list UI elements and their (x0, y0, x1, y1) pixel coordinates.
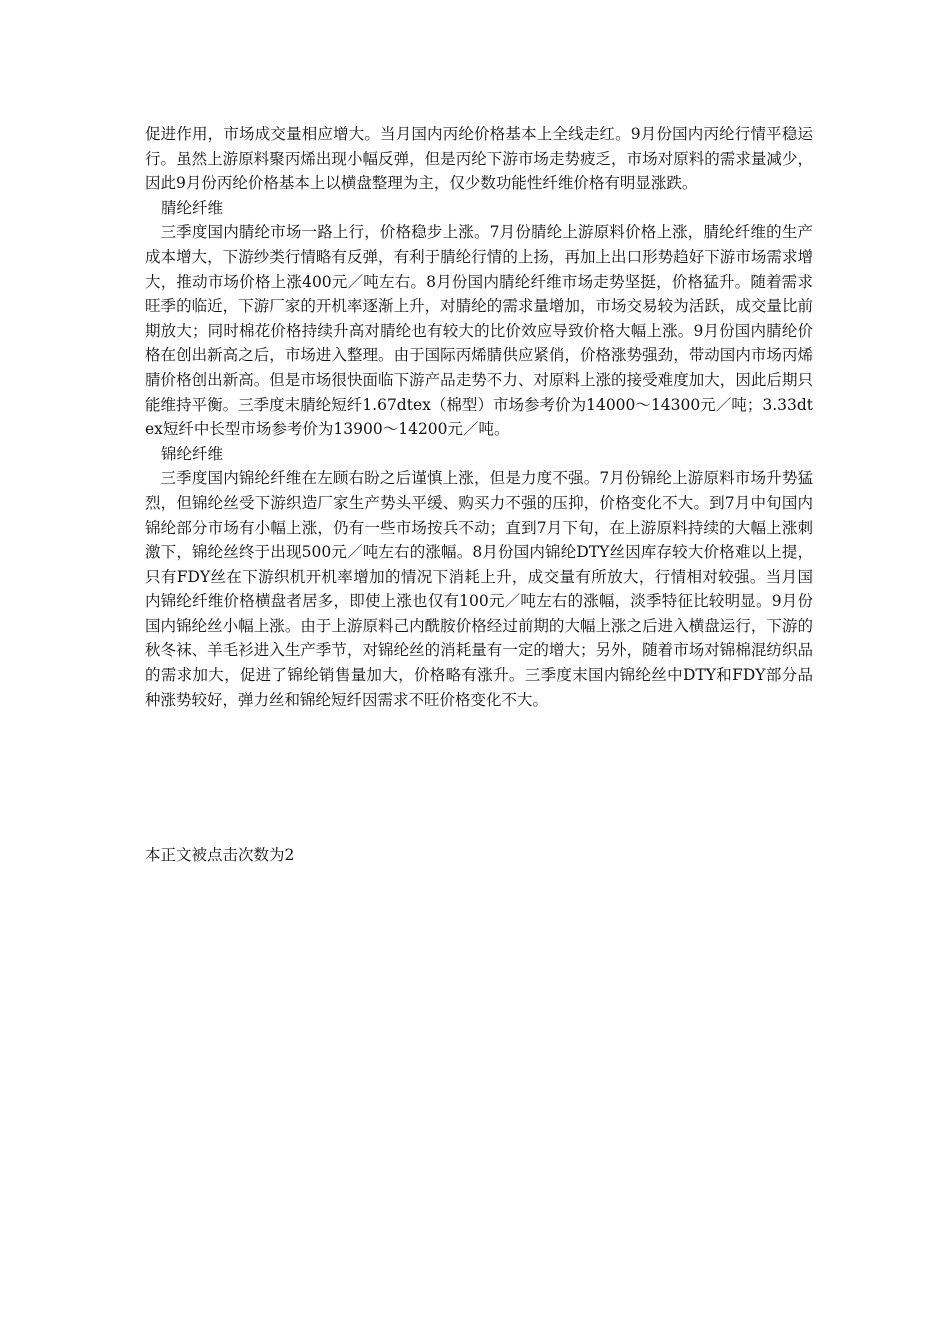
click-count-footer: 本正文被点击次数为2 (145, 846, 295, 864)
section-heading-nylon: 锦纶纤维 (161, 444, 224, 463)
section-body-nylon: 三季度国内锦纶纤维在左顾右盼之后谨慎上涨，但是力度不强。7月份锦纶上游原料市场升势猛烈，但锦纶丝受下游织造厂家生产势头平缓、购买力不强的压抑，价格变化不大。到7月中旬国内锦纶部分市场有小幅上涨，仍有一些市场按兵不动；直到7月下旬，在上游原料持续的大幅上涨刺激下，锦纶丝终于出现500元／吨左右的涨幅。8月份国内锦纶DTY丝因库存较大价格难以上提，只有FDY丝在下游织机开机率增加的情况下消耗上升，成交量有所放大，行情相对较强。当月国内锦纶纤维价格横盘者居多，即使上涨也仅有100元／吨左右的涨幅，淡季特征比较明显。9月份国内锦纶丝小幅上涨。由于上游原料己内酰胺价格经过前期的大幅上涨之后进入横盘运行，下游的秋冬袜、羊毛衫进入生产季节，对锦纶丝的消耗量有一定的增大；另外，随着市场对锦棉混纺织品的需求加大，促进了锦纶销售量加大，价格略有涨升。三季度末国内锦纶丝中DTY和FDY部分品种涨势较好，弹力丝和锦纶短纤因需求不旺价格变化不大。 (145, 469, 813, 709)
document-body (145, 122, 813, 712)
intro-paragraph: 促进作用，市场成交量相应增大。当月国内丙纶价格基本上全线走红。9月份国内丙纶行情平稳运行。虽然上游原料聚丙烯出现小幅反弹，但是丙纶下游市场走势疲乏，市场对原料的需求量减少，因此9月份丙纶价格基本上以横盘整理为主，仅少数功能性纤维价格有明显涨跌。 (145, 125, 813, 193)
section-body-acrylic: 三季度国内腈纶市场一路上行，价格稳步上涨。7月份腈纶上游原料价格上涨，腈纶纤维的生产成本增大，下游纱类行情略有反弹，有利于腈纶行情的上扬，再加上出口形势趋好下游市场需求增大，推动市场价格上涨400元／吨左右。8月份国内腈纶纤维市场走势坚挺，价格猛升。随着需求旺季的临近，下游厂家的开机率逐渐上升，对腈纶的需求量增加，市场交易较为活跃，成交量比前期放大；同时棉花价格持续升高对腈纶也有较大的比价效应导致价格大幅上涨。9月份国内腈纶价格在创出新高之后，市场进入整理。由于国际丙烯腈供应紧俏，价格涨势强劲，带动国内市场丙烯腈价格创出新高。但是市场很快面临下游产品走势不力、对原料上涨的接受难度加大，因此后期只能维持平衡。三季度末腈纶短纤1.67dtex（棉型）市场参考价为14000～14300元／吨；3.33dtex短纤中长型市场参考价为13900～14200元／吨。 (145, 223, 813, 439)
section-heading-acrylic: 腈纶纤维 (161, 198, 224, 217)
